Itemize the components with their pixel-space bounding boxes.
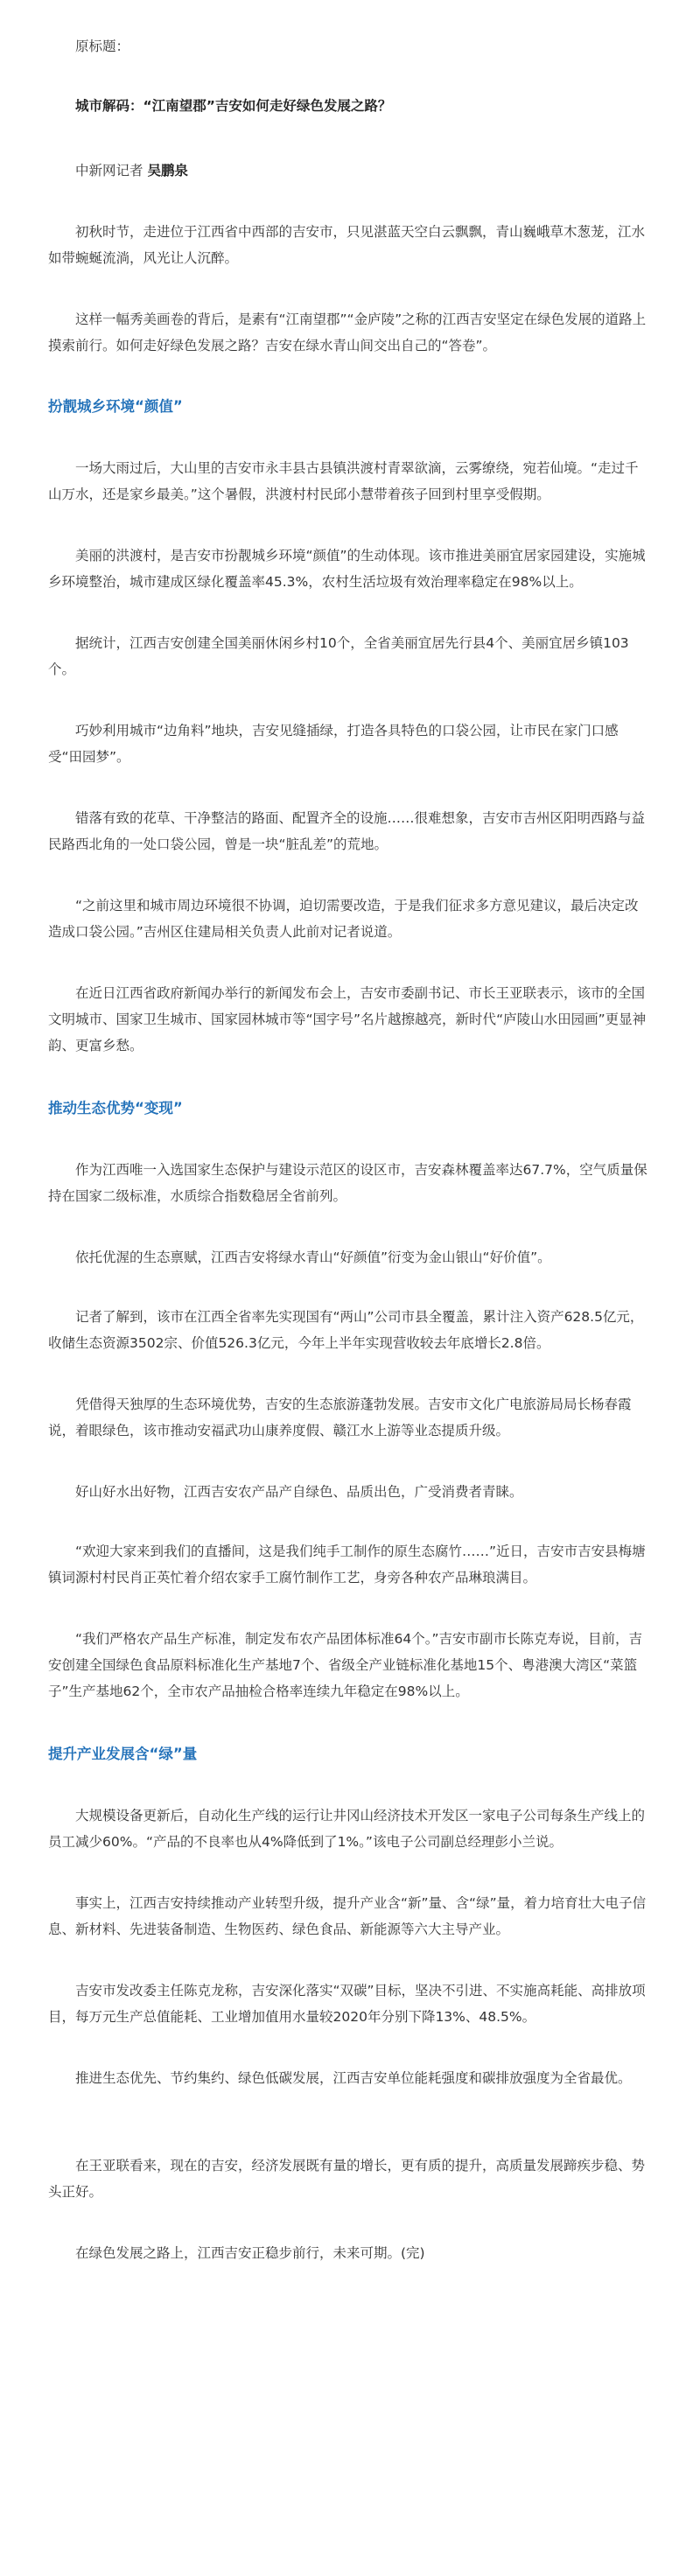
headline: 城市解码：“江南望郡”吉安如何走好绿色发展之路？ bbox=[75, 98, 392, 114]
paragraph: 一场大雨过后，大山里的吉安市永丰县古县镇洪渡村青翠欲滴，云雾缭绕，宛若仙境。“走过千山万水，还是家乡最美。”这个暑假，洪渡村村民邱小慧带着孩子回到村里享受假期。 bbox=[48, 460, 639, 502]
paragraph: 巧妙利用城市“边角料”地块，吉安见缝插绿，打造各具特色的口袋公园，让市民在家门口感受“田园梦”。 bbox=[48, 723, 619, 765]
closing-paragraph: 在绿色发展之路上，江西吉安正稳步前行，未来可期。(完) bbox=[75, 2245, 425, 2261]
paragraph: 在近日江西省政府新闻办举行的新闻发布会上，吉安市委副书记、市长王亚联表示，该市的全国文明城市、国家卫生城市、国家园林城市等“国字号”名片越擦越亮，新时代“庐陵山水田园画”更显神韵、更富乡愁。 bbox=[48, 985, 647, 1054]
section-heading: 提升产业发展含“绿”量 bbox=[48, 1746, 198, 1762]
paragraph: 好山好水出好物，江西吉安农产品产自绿色、品质出色，广受消费者青睐。 bbox=[75, 1484, 523, 1500]
reporter-name: 吴鹏泉 bbox=[147, 163, 188, 178]
paragraph: “之前这里和城市周边环境很不协调，迫切需要改造，于是我们征求多方意见建议，最后决定改造成口袋公园。”吉州区住建局相关负责人此前对记者说道。 bbox=[48, 898, 639, 940]
paragraph: 错落有致的花草、干净整洁的路面、配置齐全的设施……很难想象，吉安市吉州区阳明西路与益民路西北角的一处口袋公园，曾是一块“脏乱差”的荒地。 bbox=[48, 810, 646, 852]
section-heading: 扮靓城乡环境“颜值” bbox=[48, 398, 183, 415]
paragraph: “欢迎大家来到我们的直播间，这是我们纯手工制作的原生态腐竹……”近日，吉安市吉安县梅塘镇词源村村民肖正英忙着介绍农家手工腐竹制作工艺，身旁各种农产品琳琅满目。 bbox=[48, 1544, 646, 1586]
paragraph: 这样一幅秀美画卷的背后，是素有“江南望郡”“金庐陵”之称的江西吉安坚定在绿色发展的道路上摸索前行。如何走好绿色发展之路？吉安在绿水青山间交出自己的“答卷”。 bbox=[48, 312, 647, 354]
section-heading: 推动生态优势“变现” bbox=[48, 1100, 183, 1116]
paragraph: 事实上，江西吉安持续推动产业转型升级，提升产业含“新”量、含“绿”量，着力培育壮大电子信息、新材料、先进装备制造、生物医药、绿色食品、新能源等六大主导产业。 bbox=[48, 1895, 647, 1937]
paragraph: “我们严格农产品生产标准，制定发布农产品团体标准64个。”吉安市副市长陈克寿说，目前，吉安创建全国绿色食品原料标准化生产基地7个、省级全产业链标准化基地15个、粤港澳大湾区“菜篮子”生产基地62个，全市农产品抽检合格率连续九年稳定在98%以上。 bbox=[48, 1631, 643, 1699]
paragraph: 美丽的洪渡村，是吉安市扮靓城乡环境“颜值”的生动体现。该市推进美丽宜居家园建设，实施城乡环境整治，城市建成区绿化覆盖率45.3%，农村生活垃圾有效治理率稳定在98%以上。 bbox=[48, 548, 646, 590]
paragraph: 作为江西唯一入选国家生态保护与建设示范区的设区市，吉安森林覆盖率达67.7%，空气质量保持在国家二级标准，水质综合指数稳居全省前列。 bbox=[48, 1162, 648, 1204]
paragraph: 初秋时节，走进位于江西省中西部的吉安市，只见湛蓝天空白云飘飘，青山巍峨草木葱茏，江水如带蜿蜒流淌，风光让人沉醉。 bbox=[48, 224, 646, 266]
paragraph: 大规模设备更新后，自动化生产线的运行让井冈山经济技术开发区一家电子公司每条生产线上的员工减少60%。“产品的不良率也从4%降低到了1%。”该电子公司副总经理彭小兰说。 bbox=[48, 1808, 646, 1850]
paragraph: 在王亚联看来，现在的吉安，经济发展既有量的增长，更有质的提升，高质量发展蹄疾步稳、势头正好。 bbox=[48, 2158, 646, 2200]
paragraph: 据统计，江西吉安创建全国美丽休闲乡村10个，全省美丽宜居先行县4个、美丽宜居乡镇103个。 bbox=[48, 635, 629, 677]
byline bbox=[48, 158, 650, 184]
paragraph: 推进生态优先、节约集约、绿色低碳发展，江西吉安单位能耗强度和碳排放强度为全省最优。 bbox=[75, 2070, 632, 2086]
original-title-label: 原标题： bbox=[75, 38, 130, 54]
paragraph: 记者了解到，该市在江西全省率先实现国有“两山”公司市县全覆盖，累计注入资产628.5亿元，收储生态资源3502宗、价值526.3亿元，今年上半年实现营收较去年底增长2.8倍。 bbox=[48, 1309, 644, 1351]
byline-prefix: 中新网记者 bbox=[75, 163, 148, 178]
paragraph: 依托优渥的生态禀赋，江西吉安将绿水青山“好颜值”衍变为金山银山“好价值”。 bbox=[75, 1250, 551, 1265]
paragraph: 吉安市发改委主任陈克龙称，吉安深化落实“双碳”目标，坚决不引进、不实施高耗能、高排放项目，每万元生产总值能耗、工业增加值用水量较2020年分别下降13%、48.5%。 bbox=[48, 1983, 646, 2025]
paragraph: 凭借得天独厚的生态环境优势，吉安的生态旅游蓬勃发展。吉安市文化广电旅游局局长杨春霞说，着眼绿色，该市推动安福武功山康养度假、赣江水上游等业态提质升级。 bbox=[48, 1396, 632, 1438]
